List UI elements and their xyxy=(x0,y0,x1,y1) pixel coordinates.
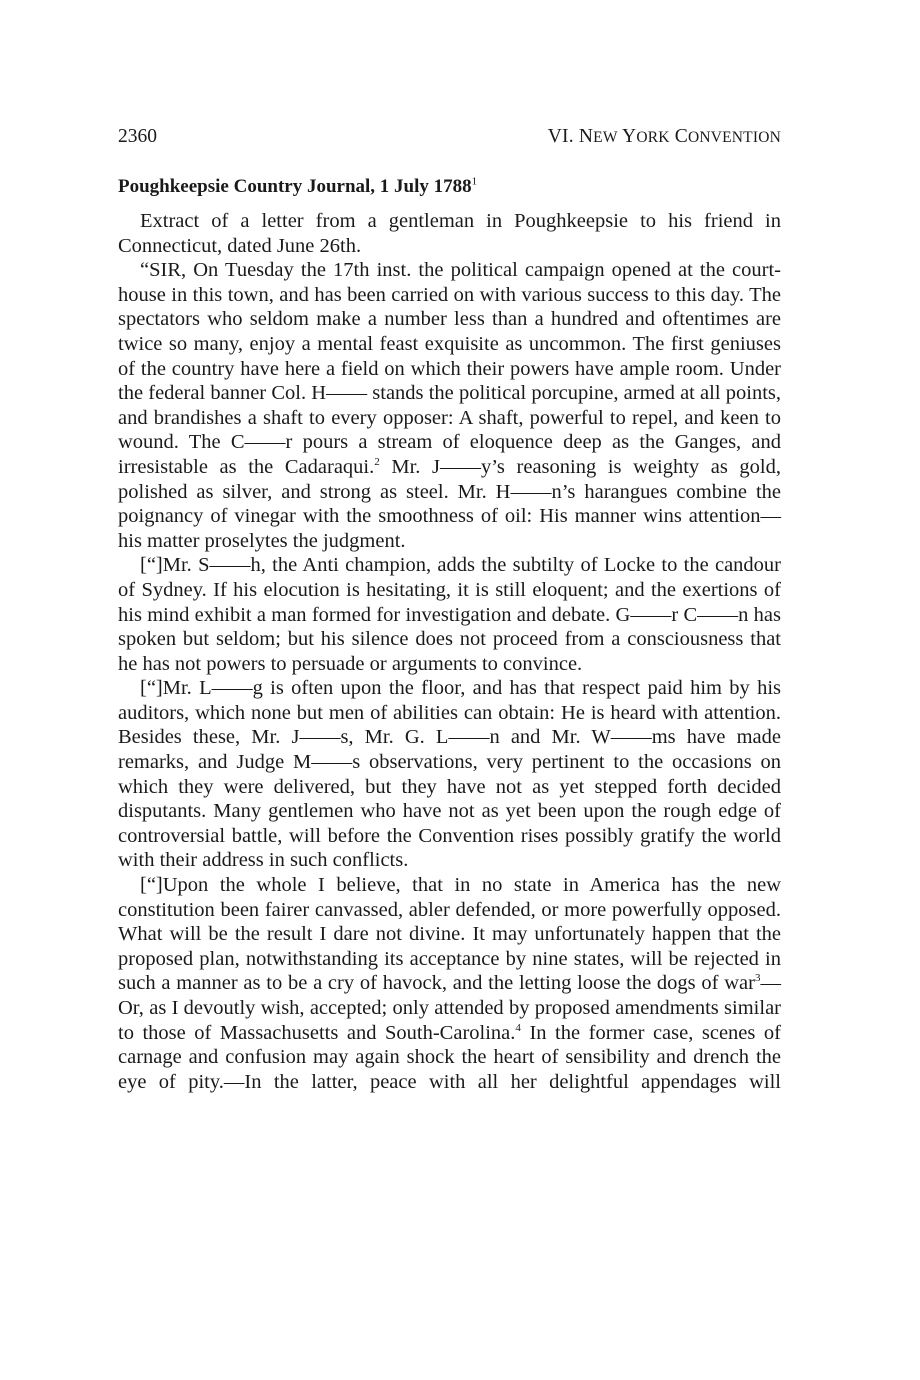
page-number: 2360 xyxy=(118,126,157,147)
paragraph: [“]Upon the whole I believe, that in no state in America has the new constitution been fairer canvassed, abler defended, or more powerfully opposed. What will be the result I dare not divine. It may unfortunately happen that the proposed plan, notwithstanding its acceptance by nine states, will be rejected in such a manner as to be a cry of havock, and the letting loose the dogs of war$^3$—Or, as I devoutly wish, accepted; only attended by proposed amendments similar to those of Massachusetts and South-Carolina.$^4$ In the former case, scenes of carnage and confusion may again shock the heart of sensibility and drench the eye of pity.—In the latter, peace with all her delightful appendages will xyxy=(118,874,782,1093)
document-heading xyxy=(118,175,477,199)
paragraph: Extract of a letter from a gentleman in Poughkeepsie to his friend in Connecticut, dated June 26th. xyxy=(118,210,781,257)
running-head xyxy=(118,125,781,149)
document-body xyxy=(118,209,781,1094)
paragraph: [“]Mr. S——h, the Anti champion, adds the subtilty of Locke to the candour of Sydney. If his elocution is hesitating, it is still eloquent; and the exertions of his mind exhibit a man formed for investigation and debate. G——r C——n has spoken but seldom; but his silence does not proceed from a consciousness that he has not powers to persuade or arguments to convince. xyxy=(118,554,781,675)
footnote-marker: 1 xyxy=(471,175,478,188)
paragraph: [“]Mr. L——g is often upon the floor, and has that respect paid him by his auditors, which none but men of abilities can obtain: He is heard with attention. Besides these, Mr. J——s, Mr. G. L——n and Mr. W——ms have made remarks, and Judge M——s observations, very pertinent to the occasions on which they were delivered, but they have not as yet stepped forth decided disputants. Many gentlemen who have not as yet been upon the rough edge of controversial battle, will before the Convention rises possibly gratify the world with their address in such conflicts. xyxy=(118,677,781,872)
section-title: VI. NEW YORK CONVENTION xyxy=(547,126,781,147)
footnote-marker: 3 xyxy=(755,972,761,985)
footnote-marker: 4 xyxy=(515,1021,521,1034)
heading-text: Poughkeepsie Country Journal, 1 July 1788 xyxy=(118,176,472,197)
footnote-marker: 2 xyxy=(374,456,380,469)
paragraph: “SIR, On Tuesday the 17th inst. the political campaign opened at the court-house in this town, and has been carried on with various success to this day. The spectators who seldom make a number less than a hundred and oftentimes are twice so many, enjoy a mental feast exquisite as uncommon. The first geniuses of the country have here a field on which their powers have ample room. Under the federal banner Col. H—— stands the political porcupine, armed at all points, and brandishes a shaft to every opposer: A shaft, powerful to repel, and keen to wound. The C——r pours a stream of eloquence deep as the Ganges, and irresistable as the Cadaraqui.$^2$ Mr. J——y’s reasoning is weighty as gold, polished as silver, and strong as steel. Mr. H——n’s harangues combine the poignancy of vinegar with the smoothness of oil: His manner wins attention—his matter proselytes the judgment. xyxy=(118,259,781,552)
